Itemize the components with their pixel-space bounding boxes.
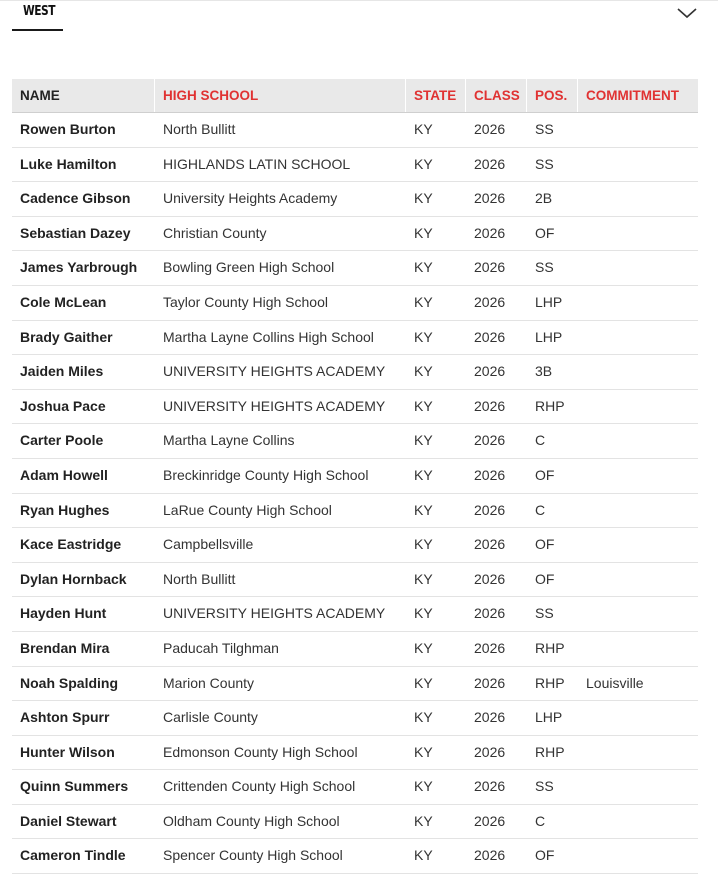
position-cell: OF bbox=[535, 847, 555, 864]
player-name-cell[interactable]: Cameron Tindle bbox=[20, 847, 126, 864]
position-cell: 2B bbox=[535, 190, 553, 207]
high-school-cell: Bowling Green High School bbox=[163, 259, 335, 276]
class-year-cell: 2026 bbox=[474, 293, 506, 310]
class-year-cell: 2026 bbox=[474, 709, 506, 726]
position-cell: SS bbox=[535, 121, 554, 137]
high-school-cell: UNIVERSITY HEIGHTS ACADEMY bbox=[163, 605, 386, 622]
table-row bbox=[12, 459, 698, 494]
commitment-cell bbox=[578, 839, 698, 873]
column-header-name[interactable]: NAME bbox=[12, 79, 155, 112]
class-year-cell: 2026 bbox=[474, 847, 506, 864]
roster-table bbox=[12, 79, 698, 874]
high-school-cell: Taylor County High School bbox=[163, 293, 328, 310]
state-cell: KY bbox=[414, 536, 433, 553]
high-school-cell: Breckinridge County High School bbox=[163, 466, 369, 483]
high-school-cell: North Bullitt bbox=[163, 121, 236, 137]
commitment-cell bbox=[578, 390, 698, 424]
tab-west-label: WEST bbox=[23, 4, 56, 19]
table-row bbox=[12, 805, 698, 840]
table-row bbox=[12, 182, 698, 217]
table-row bbox=[12, 701, 698, 736]
player-name-cell[interactable]: Noah Spalding bbox=[20, 674, 118, 691]
table-row bbox=[12, 251, 698, 286]
column-header-commitment[interactable]: COMMITMENT bbox=[586, 88, 679, 103]
commitment-cell bbox=[578, 424, 698, 458]
table-row bbox=[12, 736, 698, 771]
position-cell: OF bbox=[535, 570, 555, 587]
table-row bbox=[12, 494, 698, 529]
high-school-cell: Christian County bbox=[163, 224, 267, 241]
player-name-cell[interactable]: Hayden Hunt bbox=[20, 605, 107, 622]
position-cell: RHP bbox=[535, 743, 565, 760]
class-year-cell: 2026 bbox=[474, 639, 506, 656]
commitment-cell bbox=[578, 321, 698, 355]
table-row bbox=[12, 839, 698, 874]
position-cell: SS bbox=[535, 778, 554, 795]
state-cell: KY bbox=[414, 778, 433, 795]
position-cell: SS bbox=[535, 259, 554, 276]
column-header-position[interactable]: POS. bbox=[527, 79, 578, 112]
table-row bbox=[12, 667, 698, 702]
player-name-cell[interactable]: Brendan Mira bbox=[20, 639, 110, 656]
state-cell: KY bbox=[414, 432, 433, 449]
table-row bbox=[12, 424, 698, 459]
class-year-cell: 2026 bbox=[474, 743, 506, 760]
class-year-cell: 2026 bbox=[474, 570, 506, 587]
position-cell: RHP bbox=[535, 639, 565, 656]
high-school-cell: Martha Layne Collins bbox=[163, 432, 295, 449]
table-header bbox=[12, 79, 698, 113]
commitment-cell bbox=[578, 217, 698, 251]
commitment-cell bbox=[578, 182, 698, 216]
position-cell: RHP bbox=[535, 674, 565, 691]
table-row bbox=[12, 355, 698, 390]
table-row bbox=[12, 217, 698, 252]
commitment-cell bbox=[578, 736, 698, 770]
column-header-state[interactable]: STATE bbox=[406, 79, 466, 112]
state-cell: KY bbox=[414, 812, 433, 829]
class-year-cell: 2026 bbox=[474, 674, 506, 691]
player-name-cell[interactable]: Sebastian Dazey bbox=[20, 224, 131, 241]
position-cell: LHP bbox=[535, 293, 563, 310]
high-school-cell: Martha Layne Collins High School bbox=[163, 328, 374, 345]
high-school-cell: Campbellsville bbox=[163, 536, 254, 553]
player-name-cell[interactable]: Carter Poole bbox=[20, 432, 104, 449]
table-row bbox=[12, 286, 698, 321]
player-name-cell[interactable]: Quinn Summers bbox=[20, 778, 129, 795]
player-name-cell[interactable]: Kace Eastridge bbox=[20, 536, 122, 553]
high-school-cell: UNIVERSITY HEIGHTS ACADEMY bbox=[163, 397, 386, 414]
high-school-cell: University Heights Academy bbox=[163, 190, 338, 207]
high-school-cell: Edmonson County High School bbox=[163, 743, 358, 760]
commitment-cell bbox=[578, 494, 698, 528]
state-cell: KY bbox=[414, 674, 433, 691]
position-cell: C bbox=[535, 812, 546, 829]
position-cell: C bbox=[535, 432, 546, 449]
state-cell: KY bbox=[414, 190, 433, 207]
commitment-cell bbox=[578, 148, 698, 182]
state-cell: KY bbox=[414, 121, 433, 137]
tab-west[interactable] bbox=[12, 1, 63, 31]
state-cell: KY bbox=[414, 155, 433, 172]
state-cell: KY bbox=[414, 293, 433, 310]
state-cell: KY bbox=[414, 605, 433, 622]
position-cell: 3B bbox=[535, 363, 553, 380]
player-name-cell[interactable]: James Yarbrough bbox=[20, 259, 138, 276]
position-cell: C bbox=[535, 501, 546, 518]
position-cell: OF bbox=[535, 536, 555, 553]
high-school-cell: Marion County bbox=[163, 674, 255, 691]
commitment-cell bbox=[578, 251, 698, 285]
high-school-cell: Paducah Tilghman bbox=[163, 639, 279, 656]
class-year-cell: 2026 bbox=[474, 121, 506, 137]
player-name-cell[interactable]: Brady Gaither bbox=[20, 328, 113, 345]
state-cell: KY bbox=[414, 570, 433, 587]
chevron-down-icon[interactable] bbox=[676, 3, 698, 21]
high-school-cell: Spencer County High School bbox=[163, 847, 343, 864]
player-name-cell[interactable]: Daniel Stewart bbox=[20, 812, 117, 829]
position-cell: SS bbox=[535, 605, 554, 622]
table-row bbox=[12, 632, 698, 667]
class-year-cell: 2026 bbox=[474, 536, 506, 553]
high-school-cell: Carlisle County bbox=[163, 709, 258, 726]
player-name-cell[interactable]: Luke Hamilton bbox=[20, 155, 117, 172]
region-tab-bar bbox=[0, 0, 718, 41]
column-header-high-school[interactable]: HIGH SCHOOL bbox=[155, 79, 406, 112]
table-row bbox=[12, 321, 698, 356]
table-row bbox=[12, 148, 698, 183]
state-cell: KY bbox=[414, 847, 433, 864]
class-year-cell: 2026 bbox=[474, 778, 506, 795]
player-name-cell[interactable]: Jaiden Miles bbox=[20, 363, 104, 380]
class-year-cell: 2026 bbox=[474, 397, 506, 414]
class-year-cell: 2026 bbox=[474, 432, 506, 449]
high-school-cell: HIGHLANDS LATIN SCHOOL bbox=[163, 155, 351, 172]
state-cell: KY bbox=[414, 743, 433, 760]
position-cell: LHP bbox=[535, 328, 563, 345]
player-name-cell[interactable]: Cole McLean bbox=[20, 293, 107, 310]
state-cell: KY bbox=[414, 363, 433, 380]
table-row bbox=[12, 390, 698, 425]
player-name-cell[interactable]: Joshua Pace bbox=[20, 397, 106, 414]
commitment-cell bbox=[578, 701, 698, 735]
class-year-cell: 2026 bbox=[474, 363, 506, 380]
class-year-cell: 2026 bbox=[474, 328, 506, 345]
table-row bbox=[12, 770, 698, 805]
commitment-cell bbox=[578, 113, 698, 147]
class-year-cell: 2026 bbox=[474, 224, 506, 241]
state-cell: KY bbox=[414, 224, 433, 241]
column-header-class[interactable]: CLASS bbox=[466, 79, 527, 112]
commitment-cell bbox=[578, 563, 698, 597]
state-cell: KY bbox=[414, 639, 433, 656]
state-cell: KY bbox=[414, 501, 433, 518]
commitment-cell bbox=[578, 632, 698, 666]
commitment-cell: Louisville bbox=[586, 674, 644, 691]
table-row bbox=[12, 563, 698, 598]
high-school-cell: UNIVERSITY HEIGHTS ACADEMY bbox=[163, 363, 386, 380]
position-cell: RHP bbox=[535, 397, 565, 414]
state-cell: KY bbox=[414, 466, 433, 483]
player-name-cell[interactable]: Dylan Hornback bbox=[20, 570, 127, 587]
commitment-cell bbox=[578, 805, 698, 839]
table-row bbox=[12, 528, 698, 563]
class-year-cell: 2026 bbox=[474, 259, 506, 276]
commitment-cell bbox=[578, 597, 698, 631]
state-cell: KY bbox=[414, 328, 433, 345]
table-body bbox=[12, 113, 698, 874]
class-year-cell: 2026 bbox=[474, 155, 506, 172]
player-name-cell[interactable]: Adam Howell bbox=[20, 466, 108, 483]
commitment-cell bbox=[578, 286, 698, 320]
position-cell: OF bbox=[535, 466, 555, 483]
class-year-cell: 2026 bbox=[474, 501, 506, 518]
state-cell: KY bbox=[414, 259, 433, 276]
commitment-cell bbox=[578, 528, 698, 562]
class-year-cell: 2026 bbox=[474, 466, 506, 483]
class-year-cell: 2026 bbox=[474, 812, 506, 829]
commitment-cell bbox=[578, 770, 698, 804]
table-row bbox=[12, 113, 698, 148]
state-cell: KY bbox=[414, 709, 433, 726]
state-cell: KY bbox=[414, 397, 433, 414]
commitment-cell bbox=[578, 355, 698, 389]
table-row bbox=[12, 597, 698, 632]
position-cell: LHP bbox=[535, 709, 563, 726]
class-year-cell: 2026 bbox=[474, 190, 506, 207]
player-name-cell[interactable]: Ashton Spurr bbox=[20, 709, 110, 726]
player-name-cell[interactable]: Ryan Hughes bbox=[20, 501, 110, 518]
high-school-cell: North Bullitt bbox=[163, 570, 236, 587]
position-cell: OF bbox=[535, 224, 555, 241]
player-name-cell[interactable]: Cadence Gibson bbox=[20, 190, 131, 207]
commitment-cell bbox=[578, 459, 698, 493]
player-name-cell[interactable]: Rowen Burton bbox=[20, 121, 116, 137]
high-school-cell: Oldham County High School bbox=[163, 812, 340, 829]
position-cell: SS bbox=[535, 155, 554, 172]
class-year-cell: 2026 bbox=[474, 605, 506, 622]
high-school-cell: LaRue County High School bbox=[163, 501, 332, 518]
high-school-cell: Crittenden County High School bbox=[163, 778, 356, 795]
player-name-cell[interactable]: Hunter Wilson bbox=[20, 743, 115, 760]
